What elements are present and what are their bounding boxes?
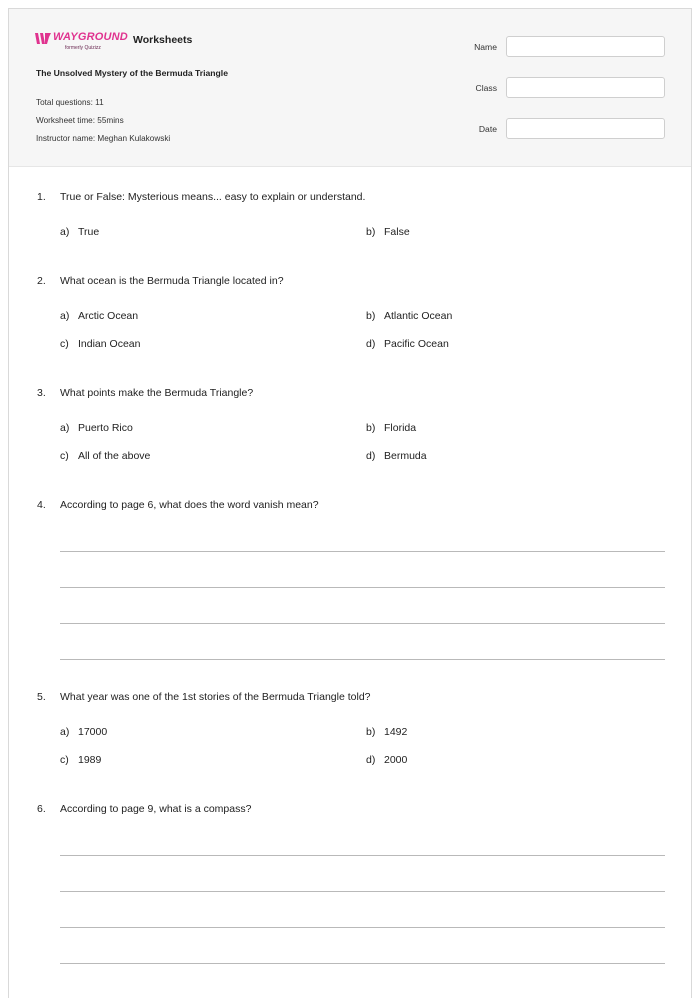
question-6-number: 6.	[37, 803, 46, 815]
question-4-text: According to page 6, what does the word vanish mean?	[60, 499, 319, 511]
question-2-text: What ocean is the Bermuda Triangle located in?	[60, 275, 284, 287]
question-6-text: According to page 9, what is a compass?	[60, 803, 252, 815]
brand-title: Worksheets	[133, 34, 193, 46]
answer-line[interactable]	[60, 855, 665, 856]
option-letter: c)	[60, 754, 69, 766]
worksheet-title: The Unsolved Mystery of the Bermuda Triangle	[36, 68, 228, 78]
option-letter: a)	[60, 422, 70, 434]
option-text: 2000	[384, 754, 408, 766]
option-letter: b)	[366, 422, 376, 434]
answer-line[interactable]	[60, 551, 665, 552]
option-text: 1989	[78, 754, 102, 766]
question-3-text: What points make the Bermuda Triangle?	[60, 387, 254, 399]
option-letter: c)	[60, 450, 69, 462]
answer-line[interactable]	[60, 963, 665, 964]
option-text: Atlantic Ocean	[384, 310, 453, 322]
option-letter: a)	[60, 310, 70, 322]
option-letter: b)	[366, 226, 376, 238]
answer-line[interactable]	[60, 623, 665, 624]
option-text: Puerto Rico	[78, 422, 133, 434]
name-label: Name	[474, 42, 497, 52]
option-text: All of the above	[78, 450, 151, 462]
question-3-number: 3.	[37, 387, 46, 399]
option-letter: d)	[366, 450, 376, 462]
worksheet-header	[9, 9, 691, 167]
instructor-name: Instructor name: Meghan Kulakowski	[36, 134, 171, 143]
wayground-logo	[35, 31, 127, 55]
option-letter: b)	[366, 726, 376, 738]
answer-line[interactable]	[60, 659, 665, 660]
option-letter: a)	[60, 226, 70, 238]
option-letter: d)	[366, 754, 376, 766]
answer-line[interactable]	[60, 587, 665, 588]
question-2-number: 2.	[37, 275, 46, 287]
date-field[interactable]	[506, 118, 665, 139]
class-label: Class	[475, 83, 497, 93]
option-text: 17000	[78, 726, 108, 738]
option-letter: b)	[366, 310, 376, 322]
question-1-number: 1.	[37, 191, 46, 203]
option-text: Indian Ocean	[78, 338, 141, 350]
worksheet-time: Worksheet time: 55mins	[36, 116, 124, 125]
question-5-text: What year was one of the 1st stories of the Bermuda Triangle told?	[60, 691, 371, 703]
option-letter: d)	[366, 338, 376, 350]
logo-wordmark: WAYGROUND	[53, 31, 128, 43]
class-field[interactable]	[506, 77, 665, 98]
question-1-text: True or False: Mysterious means... easy to explain or understand.	[60, 191, 366, 203]
answer-line[interactable]	[60, 927, 665, 928]
total-questions: Total questions: 11	[36, 98, 104, 107]
option-text: Florida	[384, 422, 417, 434]
worksheet-page	[8, 8, 692, 998]
logo-mark-icon	[35, 33, 51, 44]
question-4-number: 4.	[37, 499, 46, 511]
question-5-number: 5.	[37, 691, 46, 703]
answer-line[interactable]	[60, 891, 665, 892]
logo-subtitle: formerly Quizizz	[65, 45, 101, 51]
option-text: Arctic Ocean	[78, 310, 139, 322]
option-text: Bermuda	[384, 450, 427, 462]
name-field[interactable]	[506, 36, 665, 57]
option-text: Pacific Ocean	[384, 338, 449, 350]
date-label: Date	[478, 124, 497, 134]
option-text: 1492	[384, 726, 408, 738]
option-text: True	[78, 226, 100, 238]
option-text: False	[384, 226, 410, 238]
option-letter: c)	[60, 338, 69, 350]
option-letter: a)	[60, 726, 70, 738]
